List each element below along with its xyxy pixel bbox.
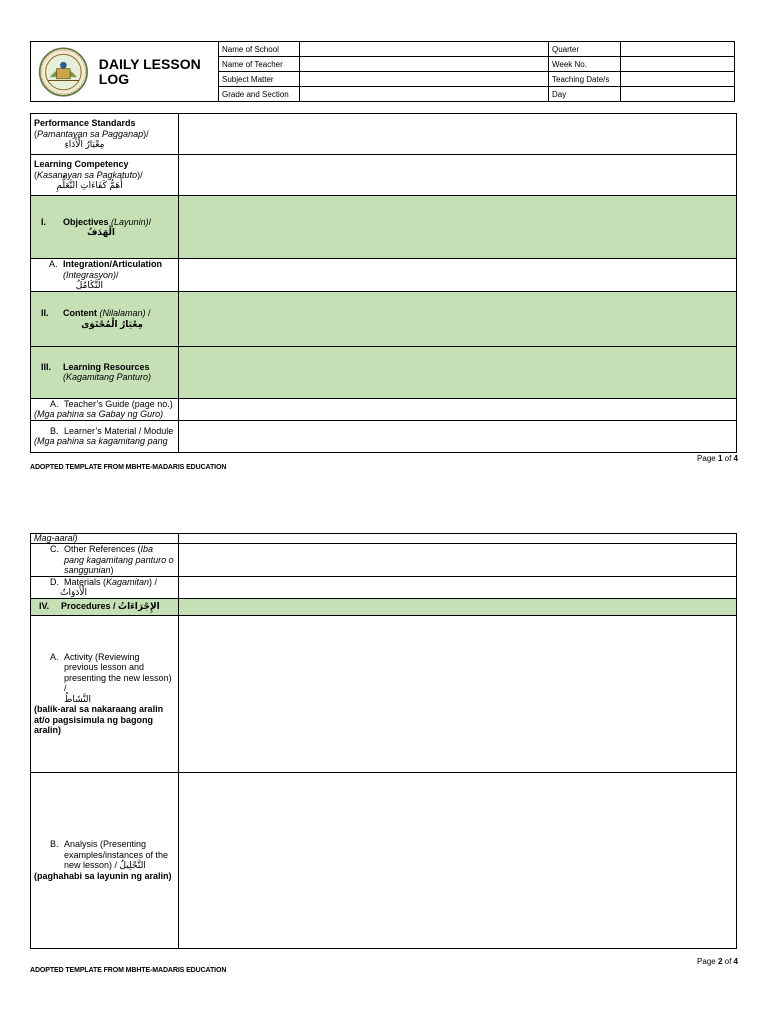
content-input[interactable]	[179, 291, 737, 346]
school-seal-logo	[38, 43, 89, 101]
integration-input[interactable]	[179, 259, 737, 292]
activity-label: A. Activity (Reviewing previous lesson and presenting the new lesson) / النَّشَاطُ (balik-aral sa nakaraang aralin at/o pagsisimula ng bagong aralin)	[31, 615, 179, 772]
field-value-teaching-dates[interactable]	[621, 72, 735, 87]
materials-label: D. Materials (Kagamitan) / الْأَدَوَاتُ	[31, 576, 179, 598]
header-table	[30, 41, 735, 102]
field-label-name-of-teacher: Name of Teacher	[219, 57, 300, 72]
procedures-label: IV. Procedures / الإِجْرَاءَاتُ	[31, 598, 179, 615]
page-number-2: Page 2 of 4	[697, 957, 738, 966]
performance-standards-input[interactable]	[179, 114, 737, 155]
materials-input[interactable]	[179, 576, 737, 598]
learning-resources-input[interactable]	[179, 346, 737, 398]
field-label-quarter: Quarter	[549, 42, 621, 57]
continued-label: Mag-aaral)	[31, 534, 179, 544]
teachers-guide-input[interactable]	[179, 398, 737, 420]
footer-text-1: ADOPTED TEMPLATE FROM MBHTE-MADARIS EDUCATION	[30, 464, 227, 471]
other-references-label: C. Other References (Iba pang kagamitang panturo o sanggunian)	[31, 544, 179, 577]
analysis-input[interactable]	[179, 772, 737, 948]
teachers-guide-label: A. Teacher’s Guide (page no.) (Mga pahina sa Gabay ng Guro)	[31, 398, 179, 420]
procedures-input[interactable]	[179, 598, 737, 615]
page-title: DAILY LESSON LOG	[98, 55, 201, 87]
field-value-grade-and-section[interactable]	[300, 87, 549, 102]
continued-input[interactable]	[179, 534, 737, 544]
field-value-week-no[interactable]	[621, 57, 735, 72]
field-value-subject-matter[interactable]	[300, 72, 549, 87]
footer-text-2: ADOPTED TEMPLATE FROM MBHTE-MADARIS EDUCATION	[30, 967, 227, 974]
field-value-name-of-teacher[interactable]	[300, 57, 549, 72]
field-value-quarter[interactable]	[621, 42, 735, 57]
field-value-name-of-school[interactable]	[300, 42, 549, 57]
page-number-1: Page 1 of 4	[697, 454, 738, 463]
field-value-day[interactable]	[621, 87, 735, 102]
field-label-grade-and-section: Grade and Section	[219, 87, 300, 102]
learning-resources-label: III. Learning Resources (Kagamitang Panturo)	[31, 346, 179, 398]
other-references-input[interactable]	[179, 544, 737, 577]
objectives-input[interactable]	[179, 196, 737, 259]
performance-standards-label: Performance Standards (Pamantayan sa Pagganap)/ مِعْيَارُ الْأَدَاءِ	[31, 114, 179, 155]
field-label-day: Day	[549, 87, 621, 102]
learners-material-label: B. Learner’s Material / Module (Mga pahina sa kagamitang pang	[31, 420, 179, 452]
analysis-label: B. Analysis (Presenting examples/instances of the new lesson) / التَّحْلِيلُ (paghahabi sa layunin ng aralin)	[31, 772, 179, 948]
lesson-table-page1	[30, 113, 737, 453]
learners-material-input[interactable]	[179, 420, 737, 452]
field-label-subject-matter: Subject Matter	[219, 72, 300, 87]
field-label-teaching-dates: Teaching Date/s	[549, 72, 621, 87]
integration-label: A. Integration/Articulation (Integrasyon)/ التَّكَامُلُ	[31, 259, 179, 292]
field-label-week-no: Week No.	[549, 57, 621, 72]
activity-input[interactable]	[179, 615, 737, 772]
header-logo-cell	[31, 42, 219, 102]
objectives-label: I. Objectives (Layunin)/ الْهَدَفُ	[31, 196, 179, 259]
learning-competency-input[interactable]	[179, 155, 737, 196]
field-label-name-of-school: Name of School	[219, 42, 300, 57]
lesson-table-page2	[30, 533, 737, 949]
learning-competency-label: Learning Competency (Kasanayan sa Pagkatuto)/ أَهَمُّ كَفَاءَاتِ التَّعَلُّمِ	[31, 155, 179, 196]
content-label: II. Content (Nilalaman) / مِعْيَارُ الْمُحْتَوَى	[31, 291, 179, 346]
